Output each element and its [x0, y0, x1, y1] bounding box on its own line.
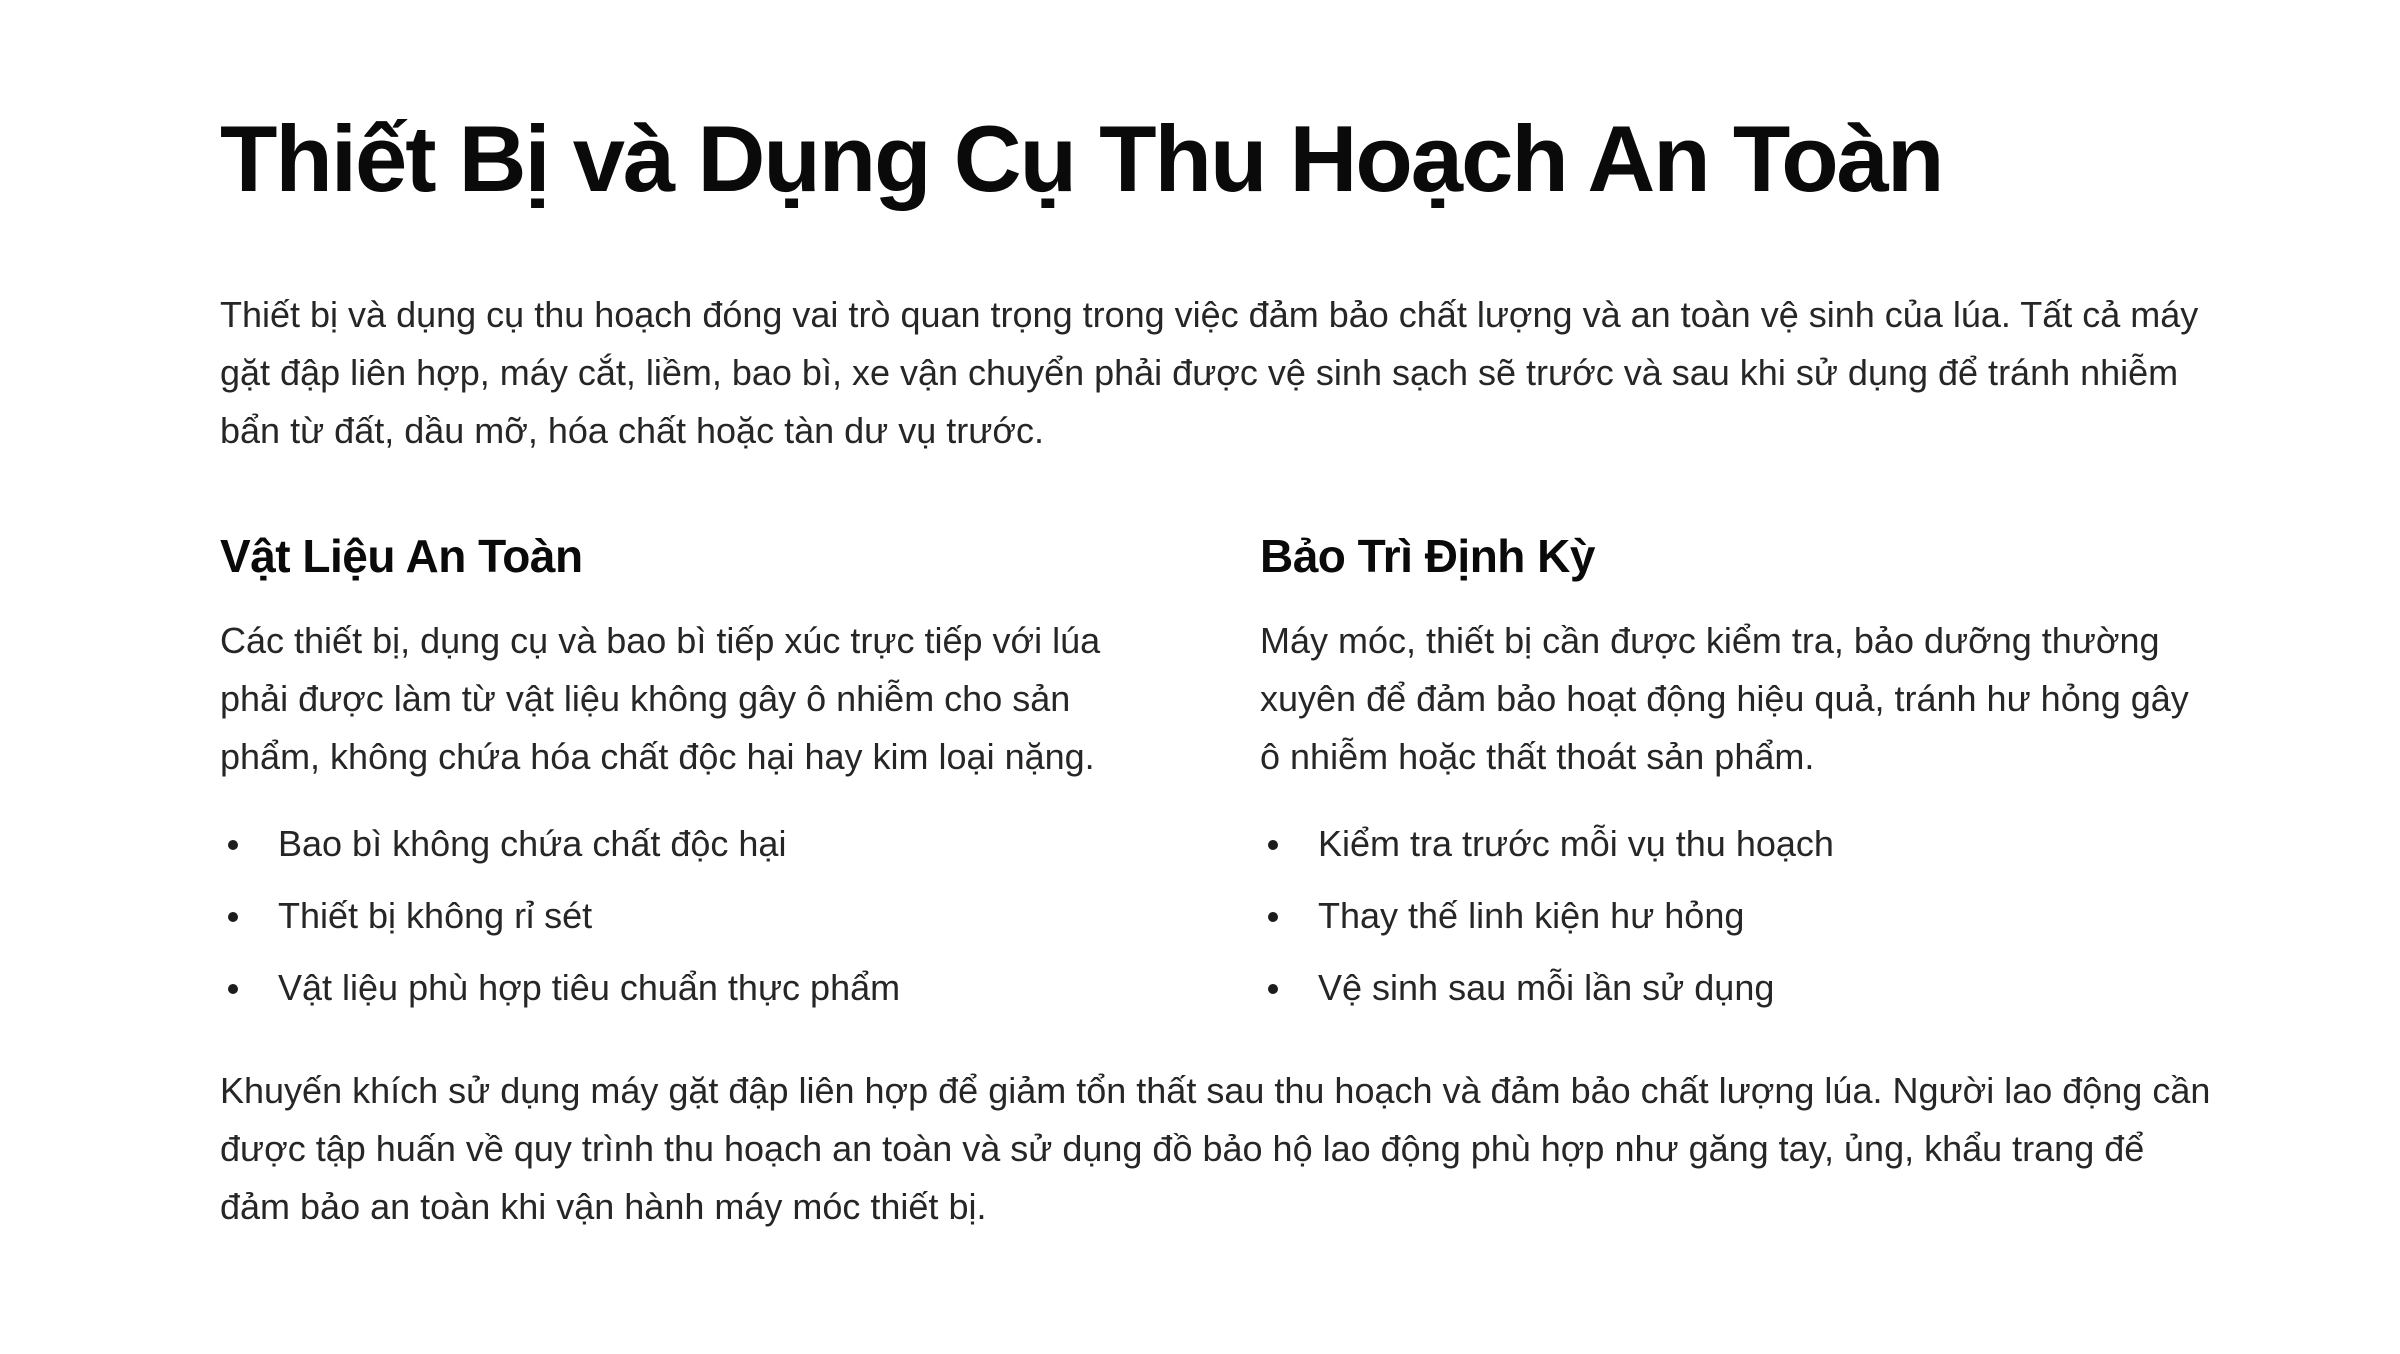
closing-paragraph: Khuyến khích sử dụng máy gặt đập liên hợp để giảm tổn thất sau thu hoạch và đảm bảo chất lượng lúa. Người lao động cần được tập huấn về quy trình thu hoạch an toàn và sử dụng đồ bảo hộ lao động phù hợp như găng tay, ủng, khẩu trang để đảm bảo an toàn khi vận hành máy móc thiết bị.: [220, 1070, 2211, 1227]
section-periodic-maintenance: [1260, 526, 2200, 1024]
section-body-periodic-maintenance: Máy móc, thiết bị cần được kiểm tra, bảo dưỡng thường xuyên để đảm bảo hoạt động hiệu quả, tránh hư hỏng gây ô nhiễm hoặc thất thoát sản phẩm.: [1260, 620, 2189, 777]
list-item: [1260, 808, 2200, 880]
bullet-dot-icon: [1268, 912, 1278, 922]
bullet-dot-icon: [228, 912, 238, 922]
list-item-text: Bao bì không chứa chất độc hại: [278, 823, 787, 864]
bullet-dot-icon: [1268, 984, 1278, 994]
list-item-text: Vệ sinh sau mỗi lần sử dụng: [1318, 967, 1775, 1008]
section-heading-safe-materials: Vật Liệu An Toàn: [220, 530, 583, 582]
two-column-section: [220, 526, 2200, 1024]
list-item: [220, 880, 1160, 952]
list-item: [1260, 880, 2200, 952]
section-safe-materials: [220, 526, 1160, 1024]
bullet-list-safe-materials: [220, 808, 1160, 1024]
bullet-dot-icon: [1268, 840, 1278, 850]
bullet-dot-icon: [228, 984, 238, 994]
bullet-list-periodic-maintenance: [1260, 808, 2200, 1024]
list-item: [220, 808, 1160, 880]
bullet-dot-icon: [228, 840, 238, 850]
page-title: Thiết Bị và Dụng Cụ Thu Hoạch An Toàn: [220, 106, 1943, 211]
list-item-text: Thiết bị không rỉ sét: [278, 895, 593, 936]
section-body-safe-materials: Các thiết bị, dụng cụ và bao bì tiếp xúc trực tiếp với lúa phải được làm từ vật liệu không gây ô nhiễm cho sản phẩm, không chứa hóa chất độc hại hay kim loại nặng.: [220, 620, 1101, 777]
list-item-text: Kiểm tra trước mỗi vụ thu hoạch: [1318, 823, 1834, 864]
list-item-text: Vật liệu phù hợp tiêu chuẩn thực phẩm: [278, 967, 901, 1008]
list-item-text: Thay thế linh kiện hư hỏng: [1318, 895, 1745, 936]
document-page: [220, 100, 2211, 1236]
list-item: [220, 952, 1160, 1024]
intro-paragraph: Thiết bị và dụng cụ thu hoạch đóng vai trò quan trọng trong việc đảm bảo chất lượng và an toàn vệ sinh của lúa. Tất cả máy gặt đập liên hợp, máy cắt, liềm, bao bì, xe vận chuyển phải được vệ sinh sạch sẽ trước và sau khi sử dụng để tránh nhiễm bẩn từ đất, dầu mỡ, hóa chất hoặc tàn dư vụ trước.: [220, 294, 2199, 451]
list-item: [1260, 952, 2200, 1024]
section-heading-periodic-maintenance: Bảo Trì Định Kỳ: [1260, 530, 1595, 582]
